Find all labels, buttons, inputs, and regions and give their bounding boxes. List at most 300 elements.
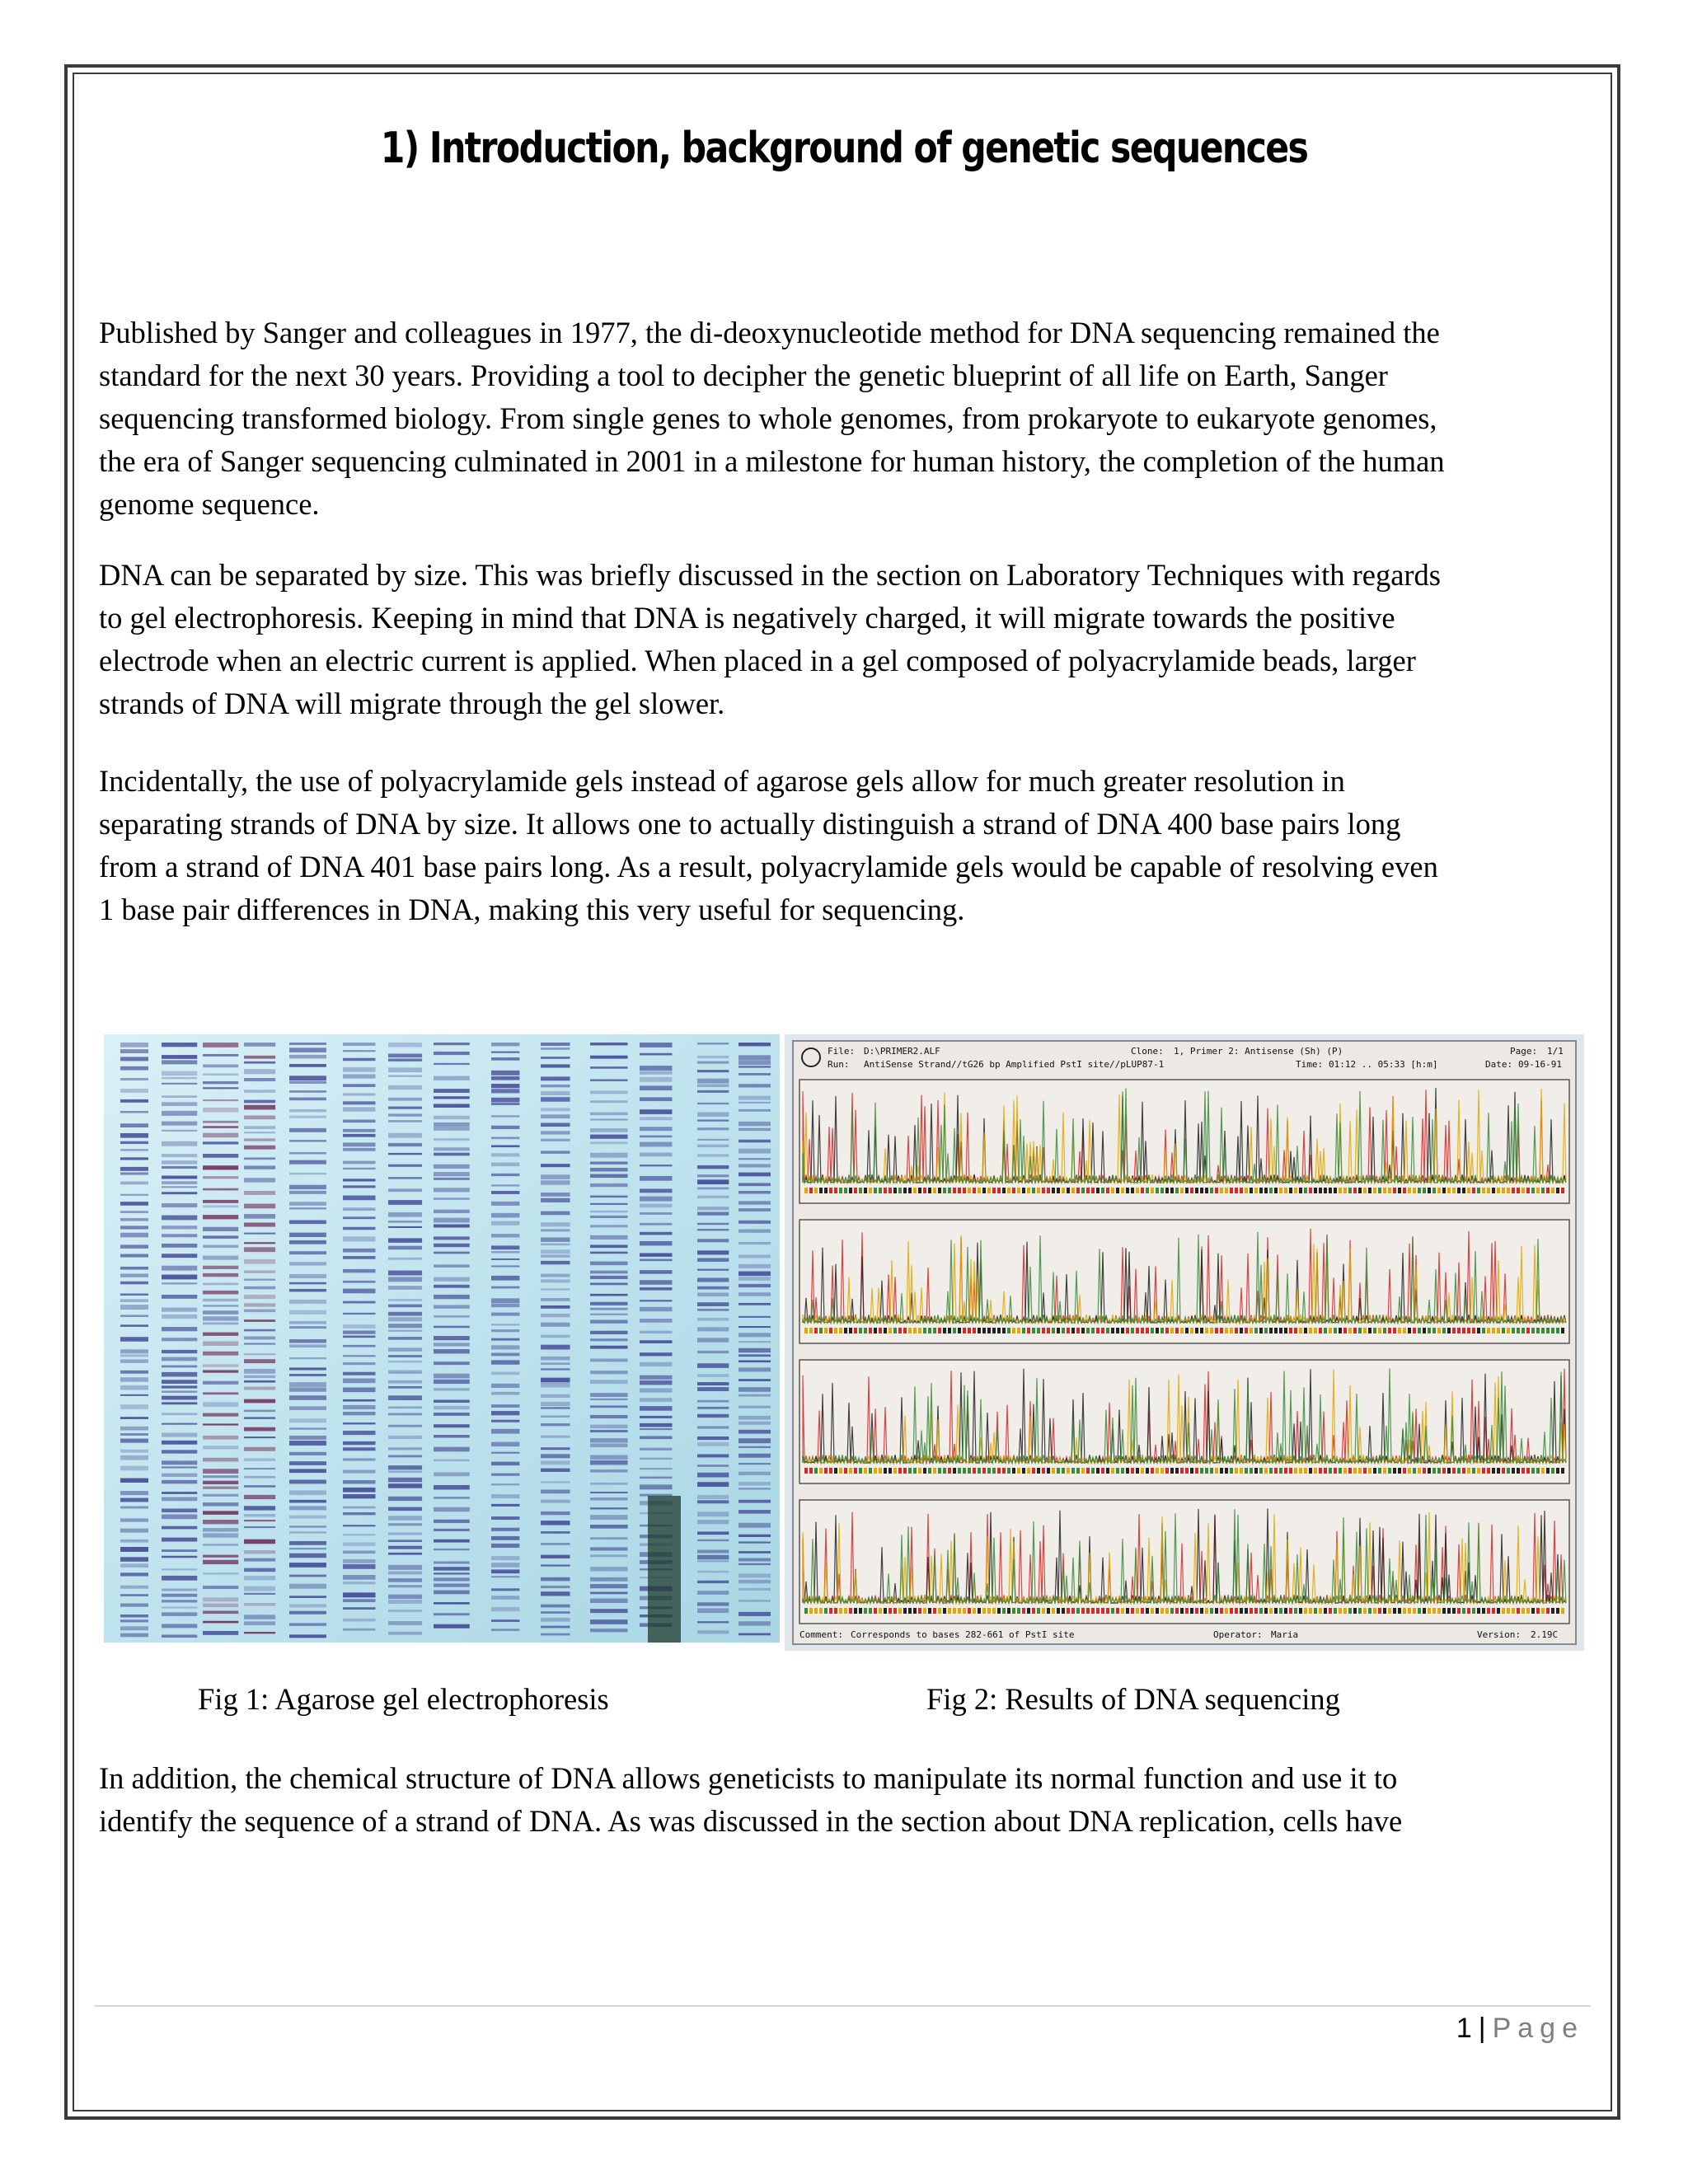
base-call-mark — [1057, 1468, 1060, 1474]
base-call-mark — [1076, 1608, 1080, 1614]
base-call-mark — [958, 1608, 961, 1614]
base-call-mark — [1423, 1328, 1426, 1333]
gel-band — [388, 1153, 422, 1155]
gel-band — [244, 1214, 275, 1219]
gel-band — [590, 1405, 628, 1408]
gel-band — [491, 1516, 519, 1520]
gel-band — [289, 1596, 326, 1598]
gel-band — [203, 1352, 238, 1356]
base-call-mark — [1037, 1608, 1040, 1614]
base-call-mark — [1403, 1608, 1406, 1614]
gel-band — [697, 1520, 729, 1524]
gel-band — [162, 1315, 197, 1319]
base-call-mark — [1264, 1188, 1268, 1193]
base-call-mark — [1541, 1608, 1545, 1614]
gel-band — [590, 1225, 628, 1227]
base-call-mark — [1235, 1608, 1238, 1614]
base-call-mark — [1017, 1608, 1020, 1614]
gel-band — [541, 1091, 570, 1095]
base-call-mark — [1517, 1468, 1520, 1474]
gel-band — [491, 1174, 519, 1176]
base-call-mark — [1180, 1328, 1184, 1333]
base-call-mark — [1546, 1188, 1550, 1193]
gel-band — [541, 1564, 570, 1566]
base-call-mark — [933, 1608, 936, 1614]
gel-band — [162, 1181, 197, 1184]
gel-band — [640, 1398, 672, 1402]
gel-band — [541, 1402, 570, 1406]
base-call-mark — [1561, 1188, 1564, 1193]
gel-band — [343, 1470, 375, 1474]
gel-band — [697, 1581, 729, 1583]
gel-band — [343, 1619, 375, 1622]
gel-band — [244, 1132, 275, 1133]
chrom-file-value: D:\PRIMER2.ALF — [864, 1046, 940, 1057]
base-call-mark — [1156, 1608, 1159, 1614]
gel-band — [541, 1469, 570, 1472]
gel-band — [388, 1507, 422, 1511]
gel-band — [388, 1238, 422, 1242]
base-call-mark — [1195, 1468, 1198, 1474]
base-call-mark — [844, 1468, 847, 1474]
base-call-mark — [1279, 1608, 1282, 1614]
gel-band — [640, 1142, 672, 1147]
gel-band — [388, 1107, 422, 1109]
base-call-mark — [1180, 1188, 1184, 1193]
gel-band — [738, 1438, 771, 1443]
gel-band — [640, 1188, 672, 1193]
gel-band — [590, 1183, 628, 1187]
page-footer — [1456, 2013, 1584, 2045]
base-call-mark — [1432, 1468, 1436, 1474]
base-call-mark — [1250, 1468, 1253, 1474]
gel-band — [343, 1525, 375, 1526]
base-call-mark — [992, 1468, 996, 1474]
gel-band — [289, 1634, 326, 1638]
base-call-mark — [1343, 1328, 1347, 1333]
base-call-mark — [1170, 1188, 1174, 1193]
gel-band — [491, 1234, 519, 1237]
gel-band — [738, 1588, 771, 1591]
gel-band — [289, 1055, 326, 1058]
chromatogram-panel-frame — [799, 1220, 1569, 1343]
base-call-mark — [1536, 1608, 1540, 1614]
gel-band — [343, 1399, 375, 1402]
base-call-mark — [1062, 1328, 1065, 1333]
base-call-mark — [1413, 1468, 1416, 1474]
gel-band — [120, 1417, 148, 1419]
gel-band — [120, 1244, 148, 1249]
base-call-mark — [1309, 1608, 1312, 1614]
gel-band — [541, 1047, 570, 1050]
gel-band — [541, 1586, 570, 1588]
gel-band — [162, 1492, 197, 1494]
gel-band — [388, 1317, 422, 1321]
gel-band — [120, 1603, 148, 1606]
base-call-mark — [1106, 1328, 1109, 1333]
gel-band — [289, 1436, 326, 1440]
gel-band — [120, 1254, 148, 1258]
gel-band — [388, 1246, 422, 1250]
base-call-mark — [1047, 1608, 1050, 1614]
base-call-mark — [1512, 1468, 1515, 1474]
gel-band — [343, 1093, 375, 1095]
gel-band — [590, 1320, 628, 1324]
base-call-mark — [1141, 1188, 1144, 1193]
gel-band — [203, 1310, 238, 1315]
gel-band — [343, 1372, 375, 1376]
gel-band — [738, 1367, 771, 1371]
base-call-mark — [1304, 1188, 1307, 1193]
base-call-mark — [1032, 1188, 1035, 1193]
gel-band — [289, 1282, 326, 1285]
gel-band — [590, 1399, 628, 1400]
base-call-mark — [1160, 1328, 1164, 1333]
gel-band — [697, 1223, 729, 1225]
chrom-run-label: Run: — [828, 1059, 850, 1070]
gel-band — [120, 1172, 148, 1174]
gel-band — [738, 1221, 771, 1224]
gel-band — [120, 1133, 148, 1138]
gel-band — [388, 1497, 422, 1501]
gel-band — [343, 1336, 375, 1338]
base-call-mark — [1383, 1188, 1386, 1193]
gel-band — [120, 1371, 148, 1374]
base-call-mark — [1393, 1468, 1396, 1474]
base-call-mark — [839, 1608, 842, 1614]
base-call-mark — [987, 1468, 991, 1474]
base-call-mark — [809, 1468, 813, 1474]
base-call-mark — [1378, 1328, 1381, 1333]
gel-band — [697, 1465, 729, 1467]
base-call-mark — [908, 1188, 912, 1193]
base-call-mark — [943, 1188, 946, 1193]
gel-band — [697, 1062, 729, 1064]
gel-band — [434, 1424, 470, 1427]
gel-band — [120, 1586, 148, 1589]
gel-band — [120, 1273, 148, 1277]
base-call-mark — [1437, 1328, 1441, 1333]
gel-band — [434, 1336, 470, 1340]
base-call-mark — [849, 1328, 852, 1333]
gel-band — [289, 1289, 326, 1291]
base-call-mark — [1507, 1328, 1510, 1333]
gel-band — [434, 1572, 470, 1574]
gel-band — [162, 1060, 197, 1064]
gel-band — [162, 1338, 197, 1341]
base-call-mark — [1413, 1608, 1416, 1614]
base-call-mark — [938, 1608, 941, 1614]
base-call-mark — [1551, 1188, 1554, 1193]
base-call-mark — [1497, 1468, 1500, 1474]
gel-band — [738, 1361, 771, 1363]
base-call-mark — [893, 1328, 897, 1333]
gel-band — [203, 1141, 238, 1144]
base-call-mark — [1017, 1328, 1020, 1333]
gel-band — [697, 1258, 729, 1262]
gel-band — [738, 1149, 771, 1154]
chromatogram-panel-frame — [799, 1500, 1569, 1624]
base-call-mark — [1131, 1608, 1134, 1614]
base-call-mark — [987, 1188, 991, 1193]
gel-band — [162, 1474, 197, 1477]
base-call-mark — [893, 1608, 897, 1614]
base-call-mark — [1492, 1188, 1495, 1193]
gel-band — [738, 1164, 771, 1167]
base-call-mark — [1076, 1468, 1080, 1474]
gel-band — [697, 1560, 729, 1562]
base-call-mark — [1423, 1468, 1426, 1474]
base-call-mark — [1116, 1328, 1119, 1333]
gel-band — [162, 1043, 197, 1047]
gel-band — [541, 1097, 570, 1102]
gel-band — [738, 1255, 771, 1258]
gel-band — [434, 1549, 470, 1550]
base-call-mark — [1546, 1328, 1550, 1333]
base-call-mark — [1442, 1608, 1446, 1614]
base-call-mark — [824, 1328, 828, 1333]
gel-band — [697, 1473, 729, 1478]
gel-band — [541, 1174, 570, 1179]
gel-band — [244, 1632, 275, 1633]
gel-band — [162, 1295, 197, 1299]
gel-band — [244, 1447, 275, 1451]
base-call-mark — [1536, 1188, 1540, 1193]
base-call-mark — [982, 1188, 986, 1193]
gel-band — [244, 1259, 275, 1264]
gel-band — [343, 1196, 375, 1201]
gel-band — [120, 1557, 148, 1561]
base-call-mark — [1368, 1608, 1372, 1614]
base-call-mark — [1264, 1468, 1268, 1474]
gel-band — [343, 1142, 375, 1146]
base-call-mark — [982, 1328, 986, 1333]
base-call-mark — [1007, 1188, 1010, 1193]
base-call-mark — [1057, 1608, 1060, 1614]
base-call-mark — [1141, 1468, 1144, 1474]
base-call-mark — [1126, 1188, 1129, 1193]
gel-band — [289, 1427, 326, 1429]
chromatogram-panel — [799, 1080, 1569, 1203]
base-call-mark — [1507, 1468, 1510, 1474]
base-call-mark — [1398, 1188, 1401, 1193]
gel-band — [541, 1481, 570, 1483]
gel-band — [289, 1541, 326, 1545]
gel-band — [640, 1280, 672, 1284]
gel-band — [244, 1615, 275, 1619]
gel-band — [343, 1575, 375, 1580]
gel-band — [244, 1550, 275, 1554]
base-call-mark — [928, 1188, 931, 1193]
gel-band — [289, 1240, 326, 1244]
gel-band — [343, 1227, 375, 1230]
base-call-mark — [1071, 1608, 1075, 1614]
gel-band — [541, 1254, 570, 1257]
gel-band — [434, 1153, 470, 1156]
base-call-mark — [1052, 1468, 1055, 1474]
base-call-mark — [1517, 1188, 1520, 1193]
gel-band — [541, 1500, 570, 1503]
gel-band — [162, 1234, 197, 1237]
gel-band — [491, 1163, 519, 1167]
base-call-mark — [1156, 1328, 1159, 1333]
gel-band — [120, 1182, 148, 1185]
chrom-version-label: Version: — [1477, 1629, 1521, 1640]
gel-band — [434, 1602, 470, 1605]
gel-band — [491, 1384, 519, 1388]
base-call-mark — [1393, 1328, 1396, 1333]
gel-band — [590, 1100, 628, 1103]
gel-band — [244, 1069, 275, 1074]
gel-band — [491, 1563, 519, 1568]
gel-band — [434, 1507, 470, 1511]
gel-band — [203, 1604, 238, 1607]
gel-band — [640, 1223, 672, 1226]
gel-band — [434, 1076, 470, 1080]
base-call-mark — [1007, 1608, 1010, 1614]
gel-band — [590, 1438, 628, 1442]
gel-band — [738, 1580, 771, 1584]
base-call-mark — [1467, 1188, 1470, 1193]
gel-band — [162, 1568, 197, 1570]
base-call-mark — [1160, 1468, 1164, 1474]
gel-band — [738, 1600, 771, 1602]
gel-band — [343, 1379, 375, 1384]
gel-band — [434, 1305, 470, 1308]
gel-band — [434, 1343, 470, 1346]
gel-band — [120, 1507, 148, 1509]
gel-band — [434, 1285, 470, 1288]
gel-band — [697, 1239, 729, 1242]
base-call-mark — [1294, 1468, 1297, 1474]
base-call-mark — [1111, 1608, 1114, 1614]
gel-band — [640, 1212, 672, 1215]
gel-band — [289, 1500, 326, 1503]
gel-band — [343, 1582, 375, 1584]
gel-band — [491, 1084, 519, 1088]
base-call-mark — [1067, 1608, 1070, 1614]
gel-band — [343, 1488, 375, 1493]
gel-band — [491, 1411, 519, 1415]
base-call-mark — [1358, 1608, 1362, 1614]
chrom-comment-label: Comment: — [799, 1629, 843, 1640]
gel-band — [120, 1149, 148, 1151]
gel-band — [388, 1212, 422, 1217]
gel-band — [640, 1197, 672, 1202]
base-call-mark — [819, 1468, 823, 1474]
base-call-mark — [1057, 1328, 1060, 1333]
gel-band — [640, 1232, 672, 1235]
gel-band — [120, 1404, 148, 1409]
base-call-mark — [1012, 1188, 1015, 1193]
base-call-mark — [1477, 1188, 1480, 1193]
gel-band — [343, 1345, 375, 1347]
gel-band — [541, 1357, 570, 1361]
base-call-mark — [918, 1328, 921, 1333]
gel-band — [491, 1494, 519, 1498]
gel-band — [697, 1436, 729, 1440]
base-call-mark — [1309, 1468, 1312, 1474]
base-call-mark — [869, 1468, 872, 1474]
base-call-mark — [1240, 1328, 1243, 1333]
gel-band — [541, 1436, 570, 1438]
gel-band — [541, 1460, 570, 1465]
base-call-mark — [1027, 1328, 1030, 1333]
gel-band — [590, 1118, 628, 1120]
base-call-mark — [844, 1328, 847, 1333]
gel-band — [343, 1129, 375, 1132]
gel-band — [434, 1197, 470, 1200]
base-call-mark — [1185, 1188, 1189, 1193]
base-call-mark — [1447, 1188, 1451, 1193]
base-call-mark — [1052, 1328, 1055, 1333]
base-call-mark — [903, 1188, 907, 1193]
base-call-mark — [1339, 1328, 1342, 1333]
gel-band — [640, 1071, 672, 1075]
base-call-mark — [1467, 1328, 1470, 1333]
base-call-mark — [1121, 1328, 1124, 1333]
base-call-mark — [913, 1608, 917, 1614]
gel-band — [590, 1525, 628, 1529]
gel-band — [289, 1516, 326, 1519]
gel-band — [162, 1203, 197, 1207]
gel-band — [289, 1526, 326, 1527]
gel-band — [590, 1469, 628, 1473]
base-call-mark — [1546, 1468, 1550, 1474]
base-call-mark — [1348, 1468, 1352, 1474]
gel-band — [343, 1058, 375, 1062]
base-call-mark — [1121, 1468, 1124, 1474]
gel-band — [343, 1564, 375, 1569]
base-call-mark — [1071, 1188, 1075, 1193]
base-call-mark — [1225, 1468, 1228, 1474]
gel-band — [203, 1392, 238, 1394]
chrom-operator-label: Operator: — [1213, 1629, 1263, 1640]
base-call-mark — [1329, 1468, 1332, 1474]
gel-band — [289, 1339, 326, 1343]
base-call-mark — [1101, 1608, 1104, 1614]
base-call-mark — [1175, 1608, 1179, 1614]
base-call-mark — [1408, 1328, 1411, 1333]
gel-band — [244, 1476, 275, 1479]
base-call-mark — [889, 1608, 892, 1614]
gel-band — [203, 1364, 238, 1366]
base-call-mark — [933, 1328, 936, 1333]
base-call-mark — [938, 1468, 941, 1474]
gel-band — [343, 1447, 375, 1451]
base-call-mark — [953, 1328, 956, 1333]
base-call-mark — [908, 1328, 912, 1333]
base-call-mark — [1269, 1328, 1273, 1333]
base-call-mark — [1418, 1468, 1421, 1474]
gel-band — [541, 1279, 570, 1282]
gel-band — [541, 1229, 570, 1231]
gel-band — [388, 1553, 422, 1555]
base-call-mark — [982, 1468, 986, 1474]
gel-band — [491, 1213, 519, 1218]
gel-band — [289, 1321, 326, 1324]
base-call-mark — [1457, 1328, 1461, 1333]
gel-band — [244, 1138, 275, 1141]
figure-2-caption: Fig 2: Results of DNA sequencing — [926, 1682, 1340, 1716]
gel-band — [162, 1634, 197, 1638]
gel-band — [491, 1221, 519, 1226]
gel-band — [162, 1594, 197, 1597]
base-call-mark — [1136, 1468, 1139, 1474]
base-call-mark — [1111, 1188, 1114, 1193]
base-call-mark — [879, 1328, 882, 1333]
gel-band — [738, 1208, 771, 1212]
